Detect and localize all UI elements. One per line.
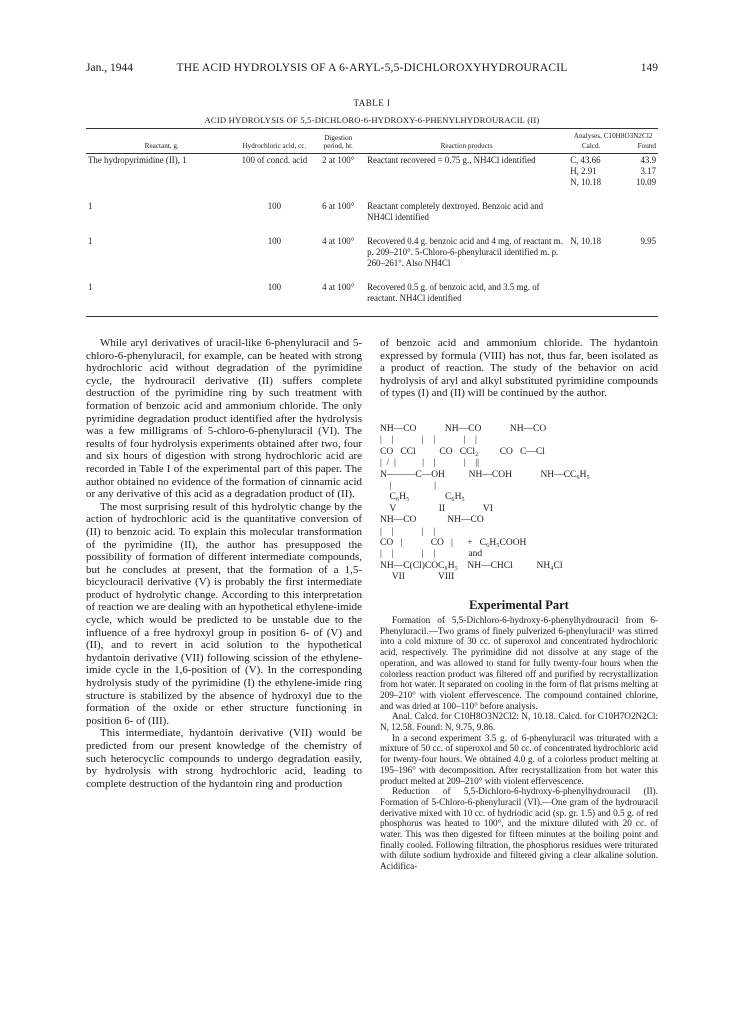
- found-value: 43.9: [640, 155, 656, 165]
- cell-found: [614, 154, 658, 201]
- cell-calcd: [568, 154, 614, 201]
- found-value: 10.09: [636, 177, 656, 187]
- table-top-rule: [86, 128, 658, 129]
- cell-hcl: 100: [267, 201, 282, 211]
- col-digestion: Digestion period, hr.: [311, 130, 365, 154]
- structural-formulas: NH—CO NH—CO NH—CO | | | | | | CO CCl CO CCl₂ CO C—Cl | / | | | | || N———C—OH NH—COH NH—CC₆H₅ | | C₆H₅ C₆H₅ V II VI NH—CO NH—CO | | | | CO | CO | + C₆H₅COOH | | | | and NH—C(Cl)COC₆H₅ NH—CHCl NH₄Cl VII VIII: [380, 424, 590, 583]
- running-header: [86, 62, 658, 80]
- experimental-paragraph: Formation of 5,5-Dichloro-6-hydroxy-6-phenylhydrouracil from 6-Phenyluracil.—Two grams of finely pulverized 6-phenyluracil¹ was stirred into a cold mixture of 30 cc. of superoxol and concentrated hydrochloric acid, respectively. The pyrimidine did not dissolve at any stage of the operation, and was allowed to stand for fully twenty-four hours when the colorless reaction product was filtered off and purified by recrystallization from hot water. It separated on cooling in the form of flat prisms melting at 209–210° with violent effervescence. The compound contained chlorine, and was dried at 100–110° before analysis.: [380, 615, 658, 711]
- table-title: TABLE I: [353, 98, 391, 108]
- left-column-text: [86, 337, 362, 790]
- cell-reactant: 1: [88, 201, 93, 211]
- cell-found: [614, 235, 658, 281]
- col-found: Found: [614, 140, 658, 154]
- calcd-value: C, 43.66: [570, 155, 601, 165]
- experimental-paragraph: Anal. Calcd. for C10H8O3N2Cl2: N, 10.18. Calcd. for C10H7O2N2Cl: N, 12.58. Found: N, 9.75, 9.86.: [380, 711, 658, 733]
- body-paragraph: This intermediate, hydantoin derivative (VII) would be predicted from our present knowledge of the chemistry of such heterocyclic compounds to undergo degradation easily, by hydrolysis with strong hydrochloric acid, leading to complete destruction of the hydantoin ring and production: [86, 727, 362, 790]
- cell-found: [614, 200, 658, 235]
- table-row: [86, 154, 658, 201]
- right-column-text: [380, 337, 658, 400]
- cell-products: Recovered 0.5 g. of benzoic acid, and 3.5 mg. of reactant. NH4Cl identified: [365, 281, 568, 317]
- page-number: 149: [640, 62, 658, 74]
- experimental-paragraph: Reduction of 5,5-Dichloro-6-hydroxy-6-phenylhydrouracil (II). Formation of 5-Chloro-6-phenyluracil (VI).—One gram of the hydrouracil derivative mixed with 10 cc. of hydriodic acid (sp. gr. 1.5) and 0.5 g. of red phosphorus was heated to 100°, and the mixture diluted with 20 cc. of water. This was then digested for fifteen minutes at the boiling point and finally cooled. Following filtration, the phosphorus residues were triturated with dilute sodium hydroxide and filtered giving a clear alkaline solution. Acidifica-: [380, 786, 658, 872]
- calcd-value: H, 2.91: [570, 166, 597, 176]
- calcd-value: N, 10.18: [570, 236, 602, 246]
- hydrolysis-table: [86, 130, 658, 317]
- found-value: 3.17: [640, 166, 656, 176]
- header-title: THE ACID HYDROLYSIS OF A 6-ARYL-5,5-DICHLOROXYHYDROURACIL: [176, 62, 568, 74]
- right-paragraph: of benzoic acid and ammonium chloride. The hydantoin expressed by formula (VIII) has not, thus far, been isolated as a product of reaction. The study of the behavior on acid hydrolysis of aryl and alkyl substituted pyrimidine compounds of types (I) and (II) will be continued by the author.: [380, 337, 658, 400]
- experimental-heading: Experimental Part: [469, 598, 569, 612]
- table-row: [86, 200, 658, 235]
- table-body: [86, 154, 658, 317]
- experimental-paragraph: In a second experiment 3.5 g. of 6-phenyluracil was triturated with a mixture of 50 cc. of superoxol and 50 cc. of concentrated hydrochloric acid for twenty-four hours. We obtained 4.0 g. of a colorless product melting at 195–196° with decomposition. After recrystallization from hot water this product melted at 209–210° with violent effervescence.: [380, 732, 658, 786]
- cell-reactant: 1: [88, 236, 93, 246]
- cell-reactant: The hydropyrimidine (II), 1: [88, 155, 187, 165]
- col-hcl: Hydrochloric acid, cc.: [237, 130, 311, 154]
- found-value: 9.95: [640, 236, 656, 246]
- cell-digestion: 6 at 100°: [322, 201, 355, 211]
- cell-digestion: 2 at 100°: [322, 155, 355, 165]
- table-row: [86, 281, 658, 317]
- col-analyses: Analyses, C10H8O3N2Cl2: [573, 132, 653, 140]
- cell-hcl: 100: [237, 281, 311, 317]
- col-calcd: Calcd.: [568, 140, 614, 154]
- experimental-text: [380, 615, 658, 872]
- cell-hcl: 100 of concd. acid: [241, 155, 308, 165]
- cell-found: [614, 281, 658, 317]
- table-caption: ACID HYDROLYSIS OF 5,5-DICHLORO-6-HYDROXY-6-PHENYLHYDROURACIL (II): [204, 115, 540, 125]
- col-products: Reaction products: [365, 130, 568, 154]
- header-date: Jan., 1944: [86, 62, 133, 74]
- calcd-value: N, 10.18: [570, 177, 602, 187]
- cell-hcl: 100: [267, 236, 282, 246]
- cell-products: Reactant completely dextroyed. Benzoic acid and NH4Cl identified: [367, 201, 544, 222]
- body-paragraph: The most surprising result of this hydrolytic change by the action of hydrochloric acid is the quantitative conversion of (II) to benzoic acid. To explain this molecular transformation of the pyrimidine (II), the author has presupposed the possibility of formation of different intermediate compounds, but he concludes at present, that the formation of a 1,5-bicyclouracil derivative (V) is probably the first intermediate product of hydrolytic change. According to this interpretation of reaction we are dealing with an hypothetical ethylene-imide cycle, which would be predicted to be unstable due to the influence of a free hydroxyl group in position 6- of (V) and (II), and to revert in acid solution to the hypothetical hydantoin derivative (VII) following scission of the ethylene-imide cycle in the 1,6-position of (V). In the corresponding hydrolysis study of the pyrimidine (I) the ethylene-imide ring structure is stabilized by the absence of hydroxyl due to the formation of the oxide or ether structure functioning in position 6- of (III).: [86, 500, 362, 727]
- cell-digestion: 4 at 100°: [322, 236, 355, 246]
- cell-digestion: 4 at 100°: [311, 281, 365, 317]
- cell-calcd: [568, 281, 614, 317]
- col-reactant: Reactant, g.: [86, 130, 237, 154]
- table-row: [86, 235, 658, 281]
- cell-products: Reactant recovered = 0.75 g., NH4Cl identified: [367, 155, 536, 165]
- cell-reactant: 1: [86, 281, 237, 317]
- cell-products: Recovered 0.4 g. benzoic acid and 4 mg. of reactant m. p. 209–210°. 5-Chloro-6-phenyluracil identified m. p. 260–261°. Also NH4Cl: [367, 236, 563, 268]
- cell-calcd: [568, 200, 614, 235]
- cell-calcd: [568, 235, 614, 281]
- body-paragraph: While aryl derivatives of uracil-like 6-phenyluracil and 5-chloro-6-phenyluracil, for example, can be heated with strong hydrochloric acid without degradation of the pyrimidine cycle, the hydrouracil derivative (II) suffers complete destruction of the pyrimidine ring by such treatment with formation of benzoic acid and ammonium chloride. The only pyrimidine degradation product identified after the hydrolysis was a few milligrams of 5-chloro-6-phenyluracil (VI). The results of four hydrolysis experiments obtained after two, four and six hours of digestion with strong hydrochloric acid are recorded in Table I of the experimental part of this paper. The author obtained no evidence of the formation of cinnamic acid or any derivative of this acid as a degradation product of (II).: [86, 337, 362, 501]
